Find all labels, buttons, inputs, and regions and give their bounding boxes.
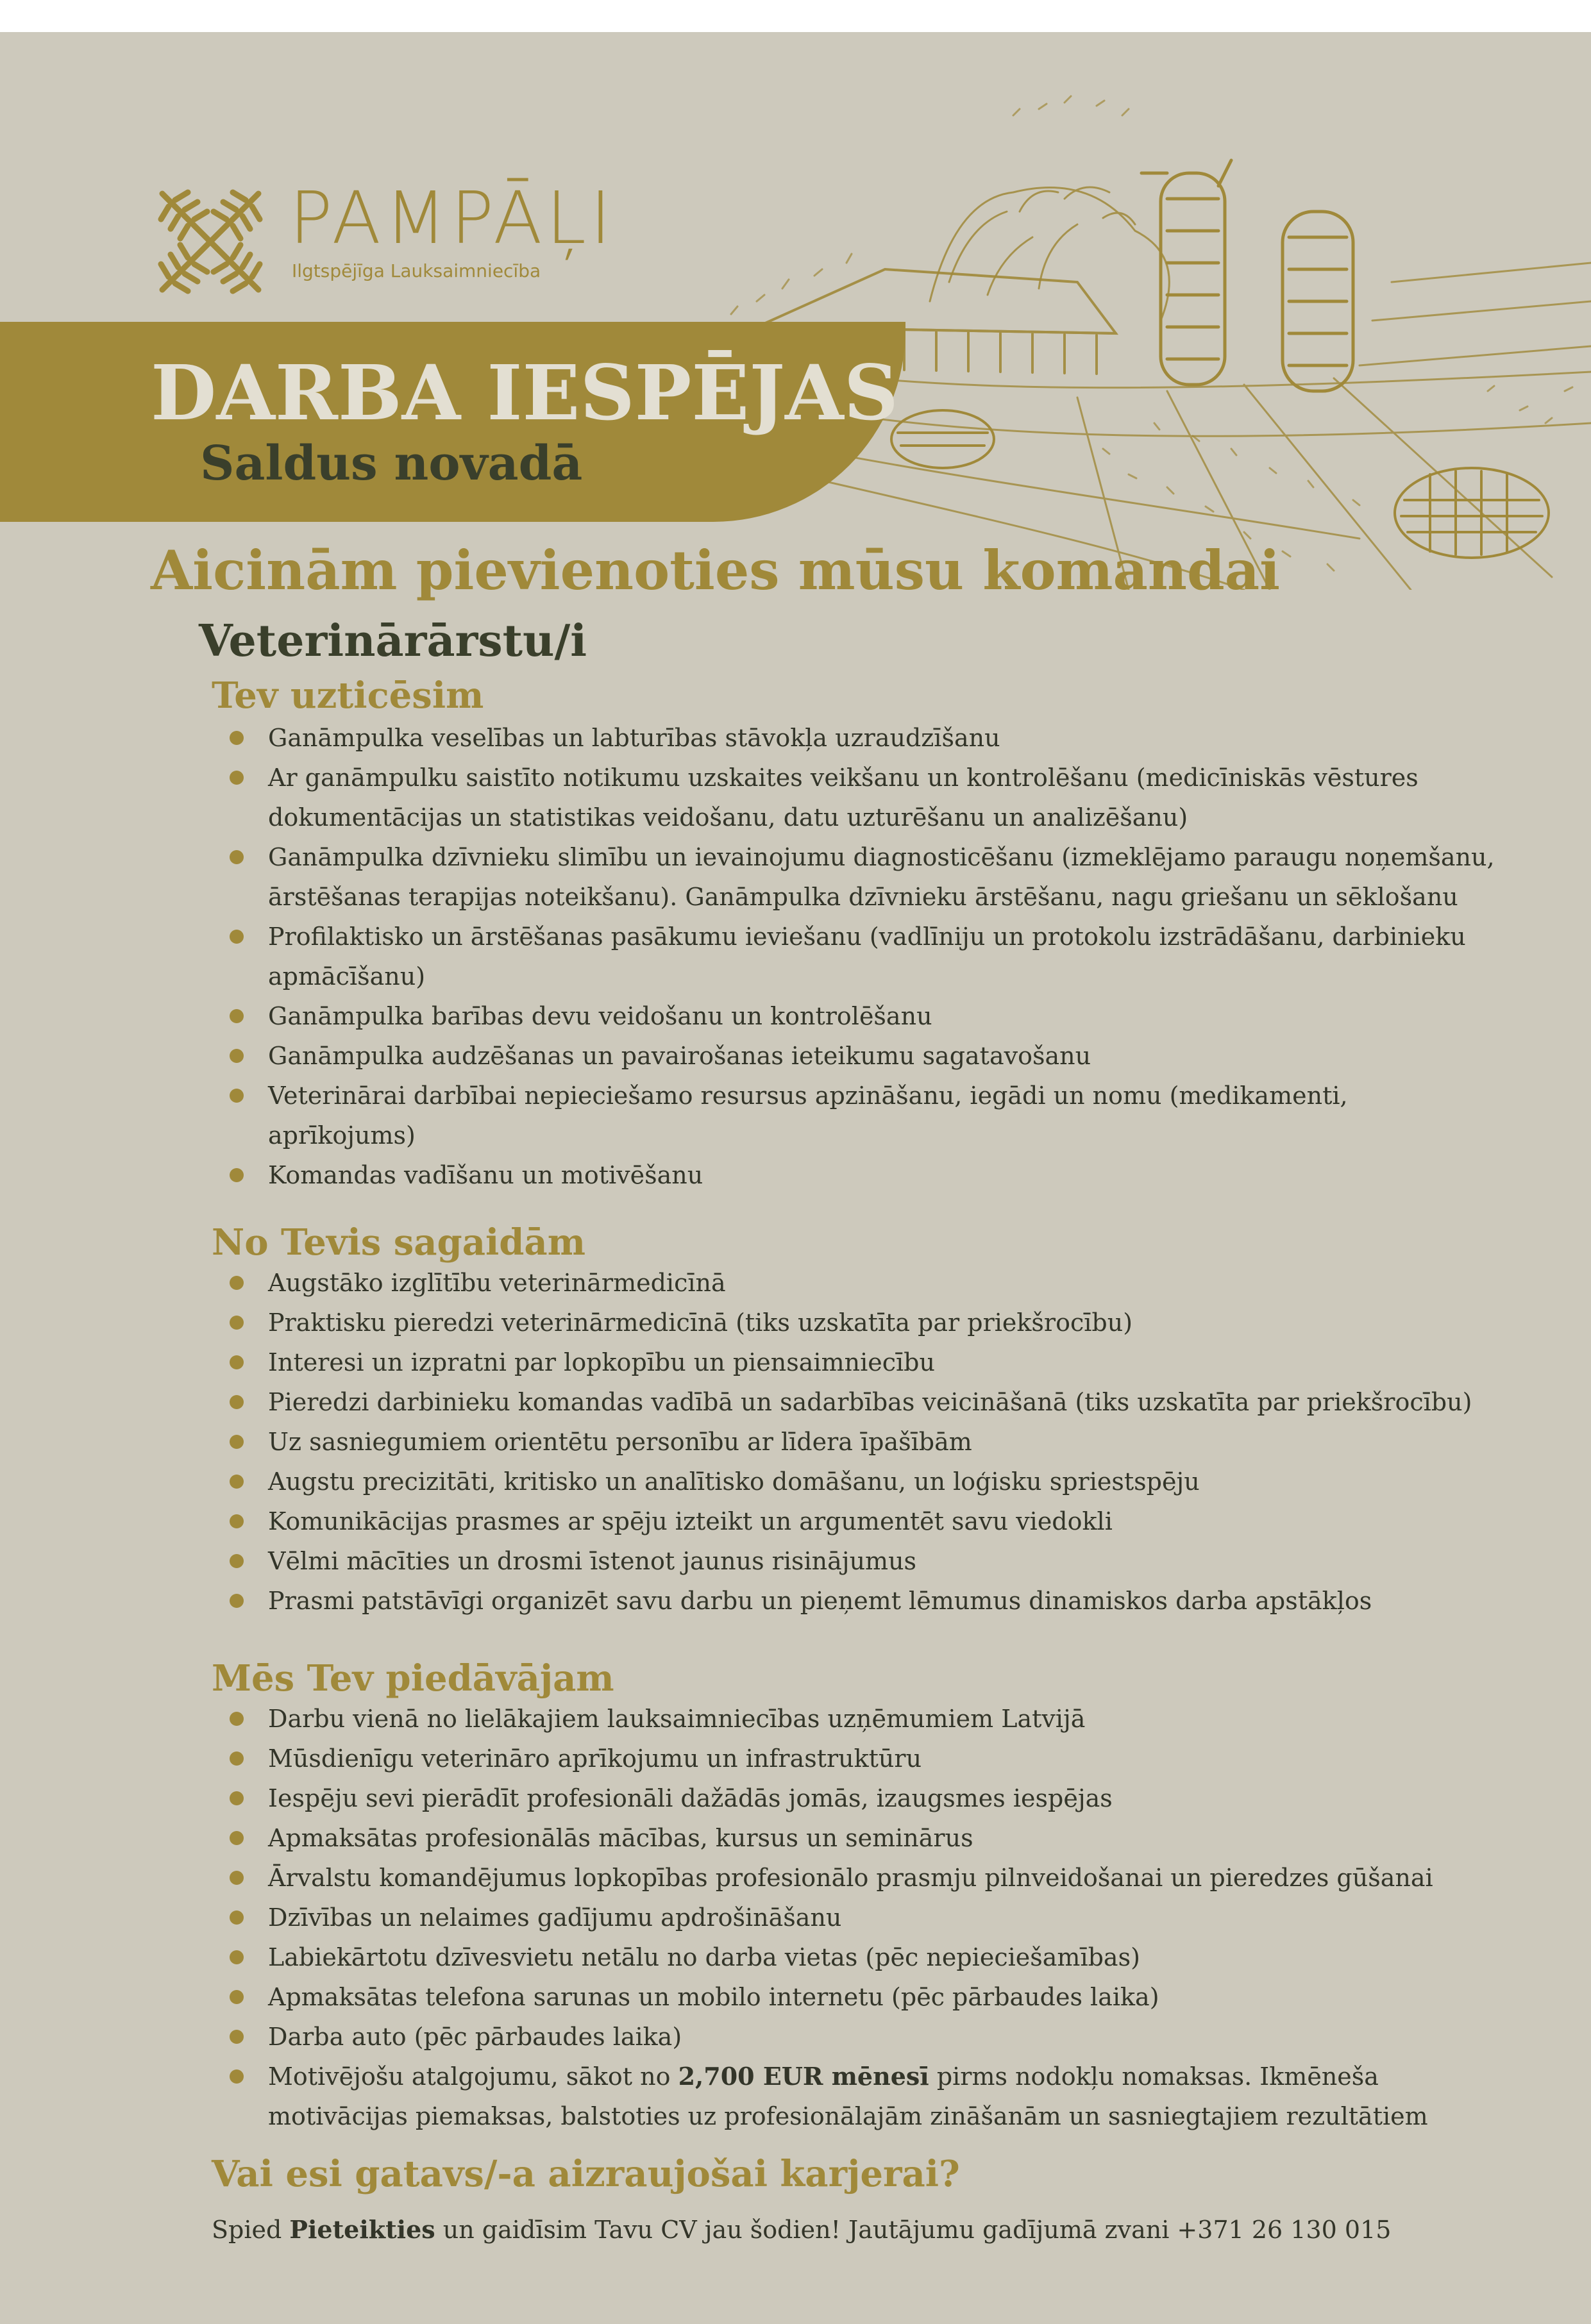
bullet-dot-icon: [230, 930, 244, 944]
list-item-text: Darbu vienā no lielākajiem lauksaimniecības uzņēmumiem Latvijā: [268, 1705, 1086, 1733]
list-item: [0, 1422, 1539, 1462]
apply-keyword: Pieteikties: [289, 2215, 435, 2244]
list-item-text: Prasmi patstāvīgi organizēt savu darbu un pieņemt lēmumus dinamiskos darba apstākļos: [268, 1587, 1372, 1615]
list-item-text: Profilaktisko un ārstēšanas pasākumu ieviešanu (vadlīniju un protokolu izstrādāšanu, darbinieku apmācīšanu): [268, 923, 1466, 991]
list-item-text: Apmaksātas profesionālās mācības, kursus un seminārus: [268, 1824, 973, 1852]
bullet-dot-icon: [230, 1594, 244, 1608]
list-item-text: Praktisku pieredzi veterinārmedicīnā (tiks uzskatīta par priekšrocību): [268, 1308, 1133, 1337]
section-heading-offer: Mēs Tev piedāvājam: [212, 1657, 614, 1700]
bullet-dot-icon: [230, 1712, 244, 1726]
bullet-dot-icon: [230, 1395, 244, 1409]
bullet-dot-icon: [230, 2030, 244, 2044]
list-item: [0, 718, 1539, 758]
bullet-dot-icon: [230, 1950, 244, 1964]
list-item-text: Augstu precizitāti, kritisko un analītisko domāšanu, un loģisku spriestspēju: [268, 1467, 1200, 1496]
contact-text-before: Spied: [212, 2216, 290, 2244]
list-item: [0, 758, 1539, 837]
list-item: [0, 1977, 1539, 2017]
list-item-text: Komandas vadīšanu un motivēšanu: [268, 1161, 703, 1189]
list-item-text: Iespēju sevi pierādīt profesionāli dažādās jomās, izaugsmes iespējas: [268, 1784, 1113, 1812]
bullet-dot-icon: [230, 1276, 244, 1290]
list-item: [0, 1778, 1539, 1818]
list-item: [0, 1818, 1539, 1858]
list-item: [0, 1342, 1539, 1382]
list-item-text: Ganāmpulka audzēšanas un pavairošanas ieteikumu sagatavošanu: [268, 1042, 1091, 1070]
list-item: [0, 1541, 1539, 1581]
list-item: [0, 1382, 1539, 1422]
list-item: [0, 996, 1539, 1036]
list-item-text: Dzīvības un nelaimes gadījumu apdrošināšanu: [268, 1903, 842, 1932]
bullet-dot-icon: [230, 1831, 244, 1845]
offer-list: [0, 1699, 1539, 2136]
list-item: [0, 1898, 1539, 1937]
bullet-dot-icon: [230, 1435, 244, 1449]
bullet-dot-icon: [230, 731, 244, 745]
invite-heading: Aicinām pievienoties mūsu komandai: [151, 539, 1281, 602]
list-item: [0, 1036, 1539, 1076]
position-title: Veterinārārstu/i: [199, 615, 587, 667]
list-item-text: Ganāmpulka barības devu veidošanu un kontrolēšanu: [268, 1002, 932, 1030]
list-item: [0, 1581, 1539, 1621]
salary-amount: 2,700 EUR mēnesī: [678, 2062, 929, 2091]
brand-tagline: Ilgtspējīga Lauksaimniecība: [292, 260, 541, 281]
list-item-text: Ārvalstu komandējumus lopkopības profesionālo prasmju pilnveidošanai un pieredzes gūšanai: [268, 1864, 1433, 1892]
section-heading-expect: No Tevis sagaidām: [212, 1221, 585, 1264]
bullet-dot-icon: [230, 1871, 244, 1885]
section-heading-trust: Tev uzticēsim: [212, 674, 484, 717]
bullet-dot-icon: [230, 1554, 244, 1568]
list-item: [0, 917, 1539, 996]
bullet-dot-icon: [230, 1791, 244, 1805]
list-item-text: Darba auto (pēc pārbaudes laika): [268, 2023, 682, 2051]
banner-title: DARBA IESPĒJAS: [151, 348, 898, 437]
salary-text-after: pirms nodokļu nomaksas. Ikmēneša motivācijas piemaksas, balstoties uz profesionālajām zināšanām un sasniegtajiem rezultātiem: [268, 2062, 1428, 2130]
bullet-dot-icon: [230, 1751, 244, 1766]
job-poster: [0, 32, 1591, 2324]
bullet-dot-icon: [230, 1355, 244, 1369]
bullet-dot-icon: [230, 1089, 244, 1103]
bullet-dot-icon: [230, 1168, 244, 1182]
wheat-cross-icon: [149, 181, 271, 303]
bullet-dot-icon: [230, 1049, 244, 1063]
list-item: [0, 1937, 1539, 1977]
list-item-text: Augstāko izglītību veterinārmedicīnā: [268, 1269, 726, 1297]
list-item-text: Ganāmpulka dzīvnieku slimību un ievainojumu diagnosticēšanu (izmeklējamo paraugu noņemšanu, ārstēšanas terapijas noteikšanu). Ganāmpulka dzīvnieku ārstēšanu, nagu griešanu un sēklošanu: [268, 843, 1495, 911]
list-item: [0, 1303, 1539, 1342]
list-item: [0, 1076, 1539, 1155]
bullet-dot-icon: [230, 1009, 244, 1023]
list-item: [0, 2017, 1539, 2057]
contact-text-after: un gaidīsim Tavu CV jau šodien! Jautājumu gadījumā zvani +371 26 130 015: [435, 2216, 1392, 2244]
list-item: [0, 1462, 1539, 1501]
list-item-text: Uz sasniegumiem orientētu personību ar līdera īpašībām: [268, 1428, 972, 1456]
list-item-text: Apmaksātas telefona sarunas un mobilo internetu (pēc pārbaudes laika): [268, 1983, 1159, 2011]
list-item-text: Vēlmi mācīties un drosmi īstenot jaunus risinājumus: [268, 1547, 917, 1575]
salary-text-before: Motivējošu atalgojumu, sākot no: [268, 2062, 678, 2091]
list-item-text: Mūsdienīgu veterināro aprīkojumu un infrastruktūru: [268, 1744, 922, 1773]
list-item: [0, 1155, 1539, 1195]
list-item-text: Ganāmpulka veselības un labturības stāvokļa uzraudzīšanu: [268, 724, 1000, 752]
bullet-dot-icon: [230, 771, 244, 785]
bullet-dot-icon: [230, 1475, 244, 1489]
list-item: [0, 1858, 1539, 1898]
list-item-text: Labiekārtotu dzīvesvietu netālu no darba vietas (pēc nepieciešamības): [268, 1943, 1140, 1971]
expect-list: [0, 1263, 1539, 1621]
list-item: [0, 1699, 1539, 1739]
cta-heading: Vai esi gatavs/-a aizraujošai karjerai?: [212, 2153, 960, 2195]
bullet-dot-icon: [230, 850, 244, 864]
list-item: [0, 1263, 1539, 1303]
list-item: [0, 1739, 1539, 1778]
contact-text: [212, 2215, 1391, 2244]
brand-name: PAMPĀĻI: [289, 177, 616, 260]
list-item-text: Komunikācijas prasmes ar spēju izteikt un argumentēt savu viedokli: [268, 1507, 1113, 1535]
list-item: [0, 1501, 1539, 1541]
bullet-dot-icon: [230, 1514, 244, 1528]
bullet-dot-icon: [230, 1316, 244, 1330]
list-item: [0, 837, 1539, 917]
list-item-text: Veterinārai darbībai nepieciešamo resursus apzināšanu, iegādi un nomu (medikamenti, aprīkojums): [268, 1082, 1348, 1149]
bullet-dot-icon: [230, 1990, 244, 2004]
list-item-text: Pieredzi darbinieku komandas vadībā un sadarbības veicināšanā (tiks uzskatīta par priekšrocību): [268, 1388, 1472, 1416]
bullet-dot-icon: [230, 2069, 244, 2084]
list-item-text: Ar ganāmpulku saistīto notikumu uzskaites veikšanu un kontrolēšanu (medicīniskās vēstures dokumentācijas un statistikas veidošanu, datu uzturēšanu un analizēšanu): [268, 764, 1418, 832]
bullet-dot-icon: [230, 1910, 244, 1925]
list-item-salary: [0, 2057, 1539, 2136]
banner-subtitle: Saldus novadā: [200, 436, 583, 491]
trust-list: [0, 718, 1539, 1195]
list-item-text: Interesi un izpratni par lopkopību un piensaimniecību: [268, 1348, 935, 1376]
